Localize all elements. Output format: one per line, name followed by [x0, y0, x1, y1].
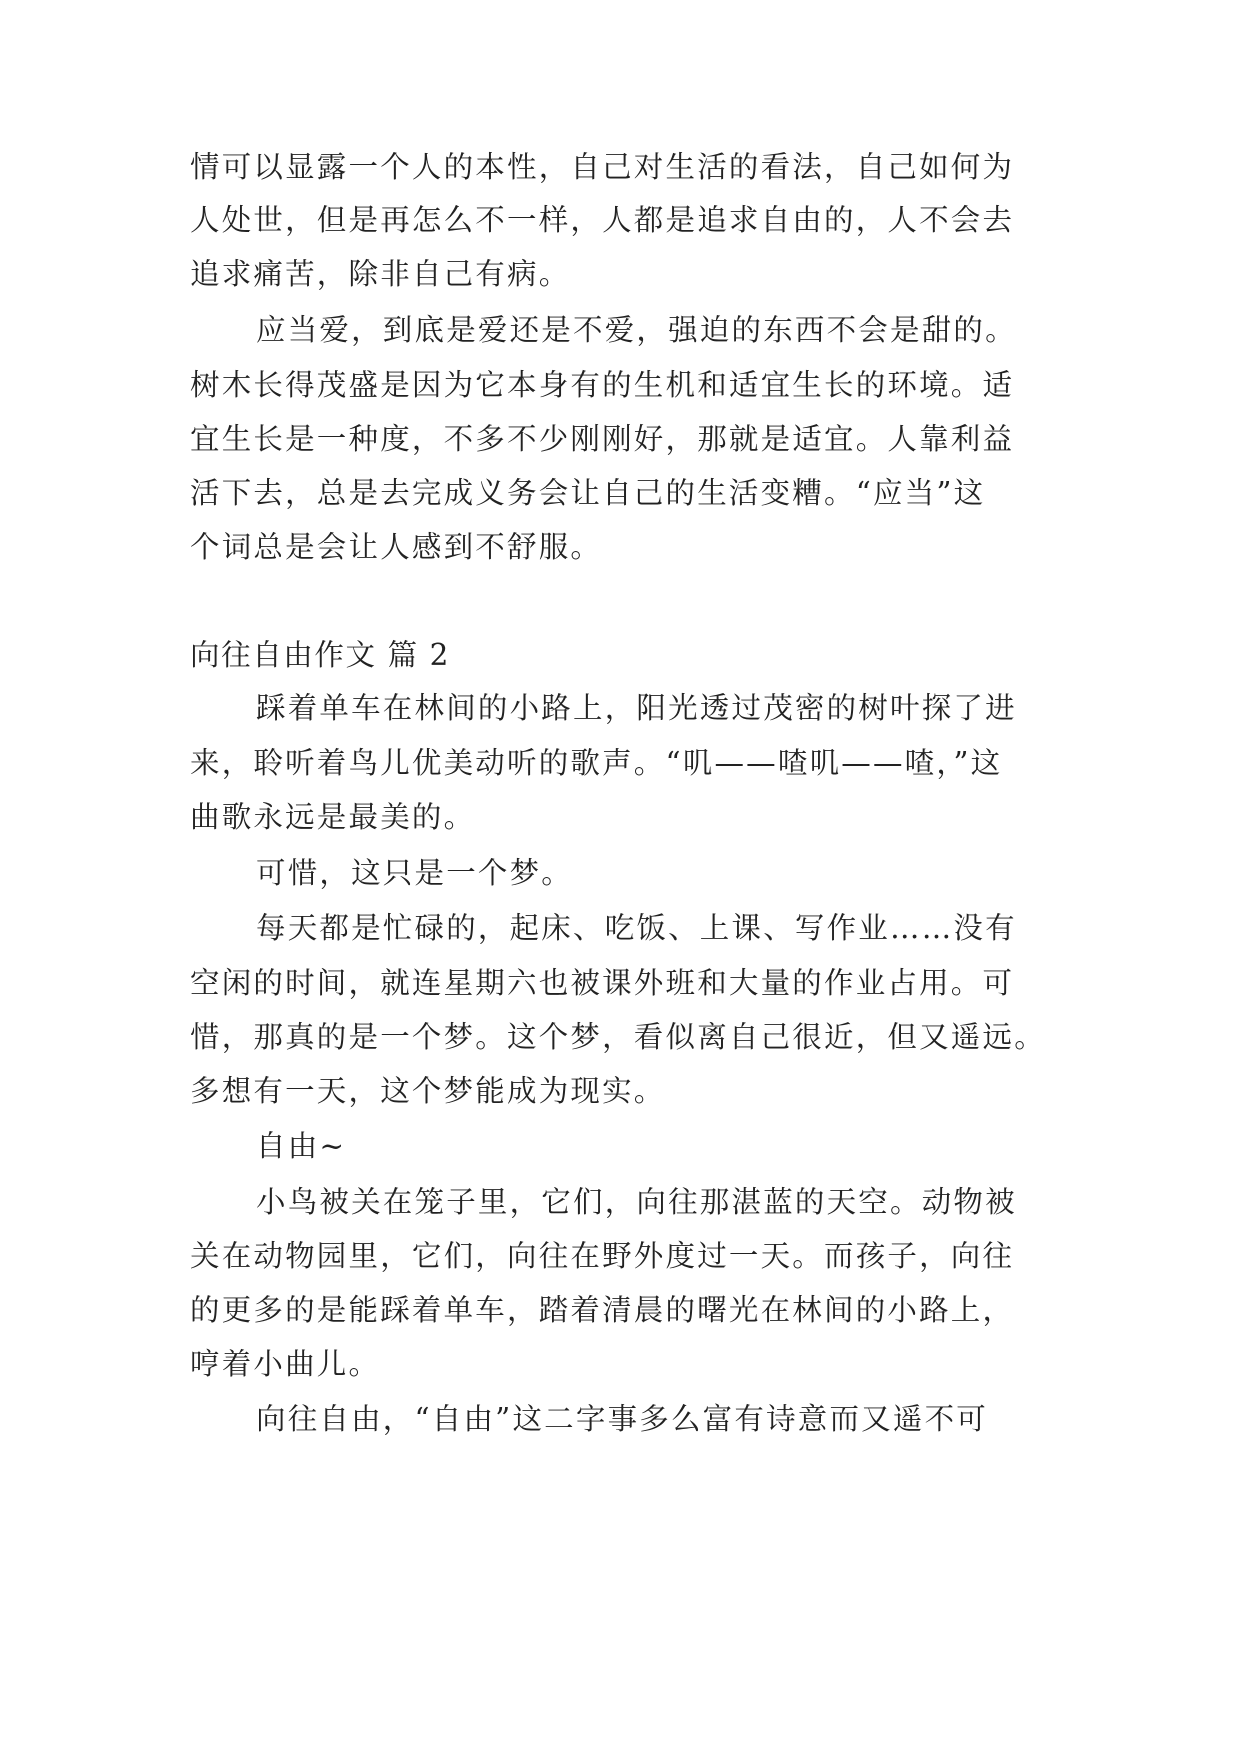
paragraph-line: 每天都是忙碌的，起床、吃饭、上课、写作业……没有 [256, 911, 1017, 945]
paragraph-line: 多想有一天，这个梦能成为现实。 [190, 1074, 666, 1108]
paragraph-line: 的更多的是能踩着单车，踏着清晨的曙光在林间的小路上， [190, 1293, 1015, 1327]
paragraph-line: 自由~ [256, 1129, 347, 1163]
section-heading: 向往自由作文 篇 2 [190, 638, 451, 672]
paragraph-line: 宜生长是一种度，不多不少刚刚好，那就是适宜。人靠利益 [190, 422, 1015, 456]
paragraph-line: 踩着单车在林间的小路上，阳光透过茂密的树叶探了进 [256, 691, 1017, 725]
paragraph-line: 应当爱，到底是爱还是不爱，强迫的东西不会是甜的。 [256, 313, 1017, 347]
paragraph-line: 可惜，这只是一个梦。 [256, 856, 574, 890]
paragraph-line: 惜，那真的是一个梦。这个梦，看似离自己很近，但又遥远。 [190, 1020, 1046, 1054]
paragraph-line: 活下去，总是去完成义务会让自己的生活变糟。“应当”这 [190, 476, 986, 510]
paragraph-line: 树木长得茂盛是因为它本身有的生机和适宜生长的环境。适 [190, 368, 1015, 402]
paragraph-line: 个词总是会让人感到不舒服。 [190, 530, 603, 564]
paragraph-line: 来，聆听着鸟儿优美动听的歌声。“叽——喳叽——喳，”这 [190, 746, 1003, 780]
paragraph-line: 追求痛苦，除非自己有病。 [190, 257, 571, 291]
paragraph-line: 关在动物园里，它们，向往在野外度过一天。而孩子，向往 [190, 1239, 1015, 1273]
paragraph-line: 空闲的时间，就连星期六也被课外班和大量的作业占用。可 [190, 966, 1015, 1000]
paragraph-line: 小鸟被关在笼子里，它们，向往那湛蓝的天空。动物被 [256, 1185, 1017, 1219]
paragraph-line: 哼着小曲儿。 [190, 1347, 381, 1381]
paragraph-line: 情可以显露一个人的本性，自己对生活的看法，自己如何为 [190, 150, 1015, 184]
paragraph-line: 向往自由，“自由”这二字事多么富有诗意而又遥不可 [256, 1402, 988, 1436]
paragraph-line: 人处世，但是再怎么不一样，人都是追求自由的，人不会去 [190, 203, 1015, 237]
paragraph-line: 曲歌永远是最美的。 [190, 800, 476, 834]
